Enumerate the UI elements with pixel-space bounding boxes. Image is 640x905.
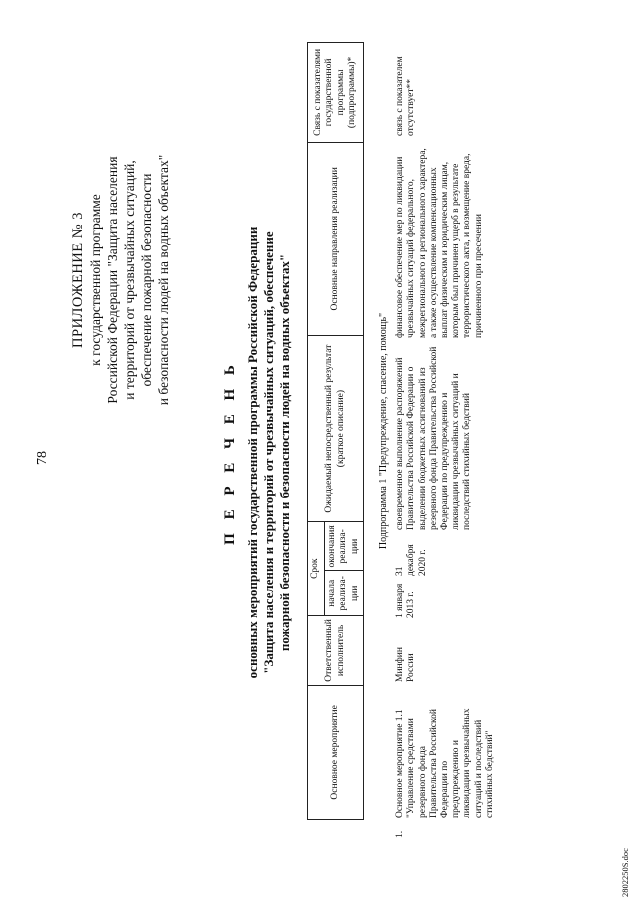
- header-result: Ожидаемый непосредственный результат (краткое описание): [308, 335, 364, 521]
- appendix-line: обеспечение пожарной безопасности: [139, 173, 154, 387]
- table-header: [307, 42, 364, 820]
- heading-line-3: пожарной безопасности и безопасности людей на водных объектах": [277, 253, 292, 652]
- table-row: [395, 42, 595, 838]
- row-end: 31 декабря 2020 г.: [395, 544, 428, 576]
- appendix-line: Российской Федерации "Защита населения: [105, 156, 120, 404]
- heading-line-2: "Защита населения и территорий от чрезвычайных ситуаций, обеспечение: [261, 231, 276, 674]
- row-activity: Основное мероприятие 1.1 "Управление средствами резервного фонда Правительства Российской Федерации по предупреждению и ликвидации чрезвычайных ситуаций и последствий стихийных бедствий": [395, 708, 495, 818]
- row-start: 1 января 2013 г.: [395, 583, 417, 618]
- header-directions: Основные направления реализации: [308, 142, 364, 335]
- heading-line-1: основных мероприятий государственной программы Российской Федерации: [245, 226, 260, 679]
- header-executor: Ответственный исполнитель: [308, 616, 364, 686]
- row-result: своевременное выполнение распоряжений Правительства Российской Федерации о выделении бюджетных ассигнований из резервного фонда Правительства Российской Федерации по предупреждению и ликвидации чрезвычайных ситуаций и последствий стихийных бедствий: [395, 346, 473, 530]
- appendix-block: [70, 80, 172, 480]
- header-activity: Основное мероприятие: [308, 685, 364, 819]
- row-number: 1.: [395, 830, 406, 838]
- header-end: окончания реализа-ции: [324, 522, 364, 571]
- row-link: связь с показателем отсутствует**: [395, 56, 417, 136]
- heading-title: П Е Р Е Ч Е Н Ь: [222, 360, 238, 545]
- appendix-title: ПРИЛОЖЕНИЕ № 3: [70, 212, 86, 348]
- header-link: Связь с показателями государственной программы (подпрограммы)*: [308, 43, 364, 143]
- appendix-line: к государственной программе: [88, 194, 103, 366]
- file-name: 2802250S.doc: [620, 848, 630, 897]
- header-start: начала реализа-ции: [324, 571, 364, 616]
- header-term: Срок: [308, 522, 325, 616]
- document-heading: [222, 0, 293, 905]
- row-directions: финансовое обеспечение мер по ликвидации чрезвычайных ситуаций федерального, межрегионального и регионального характера, а также осуществление компенсационных выплат физическим и юридическим лицам, которым был причинен ущерб в результате террористического акта, и возмещение вреда, причиненного при пресечении: [395, 148, 484, 338]
- appendix-line: и безопасности людей на водных объектах": [156, 154, 171, 406]
- row-executor: Минфин России: [395, 647, 417, 682]
- table-body: [378, 42, 595, 838]
- subprogram-title: Подпрограмма 1 "Предупреждение, спасение, помощь": [378, 312, 389, 550]
- appendix-line: и территорий от чрезвычайных ситуаций,: [122, 160, 137, 400]
- page-number: 78: [35, 451, 50, 465]
